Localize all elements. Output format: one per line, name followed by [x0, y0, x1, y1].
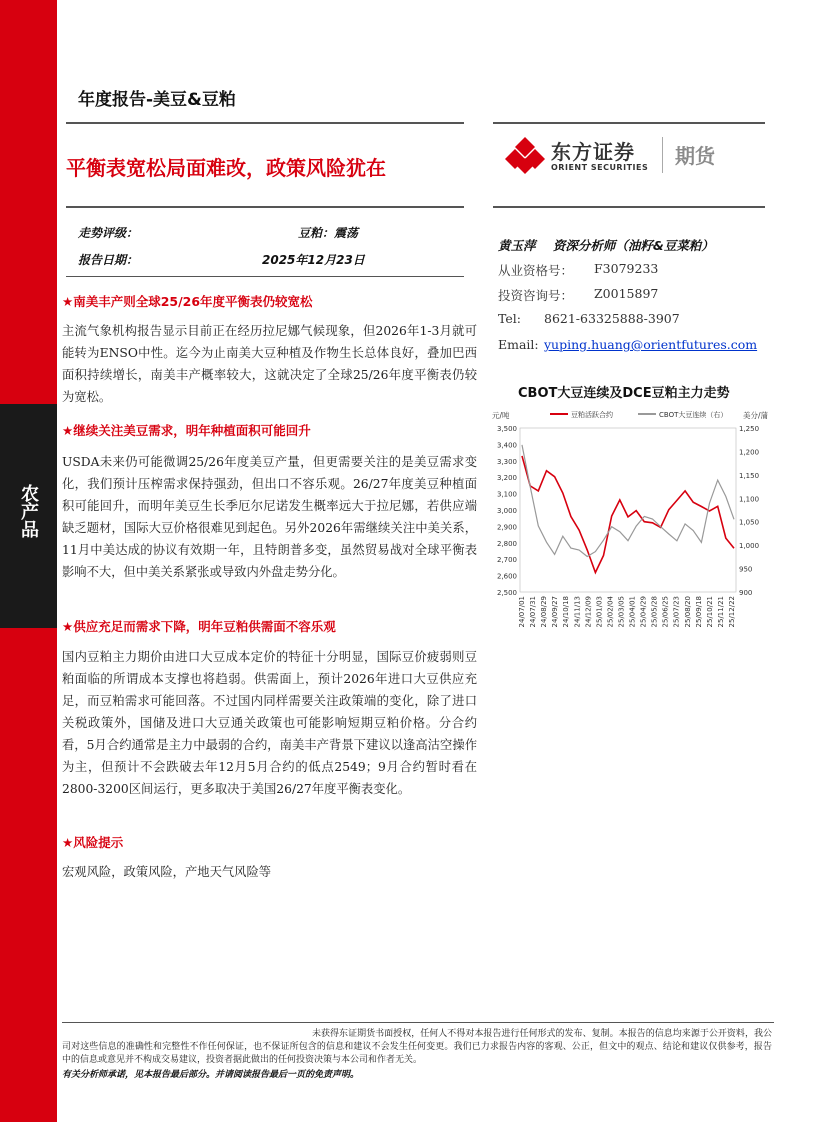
analyst-field-label: 投资咨询号：	[498, 288, 574, 303]
analyst-statement: 有关分析师承诺，见本报告最后部分。并请阅读报告最后一页的免责声明。	[62, 1070, 360, 1080]
series-line	[522, 456, 734, 573]
x-tick-label: 25/03/05	[617, 596, 626, 628]
date-value: 2025年12月23日	[262, 253, 365, 267]
section-body: 国内豆粕主力期价由进口大豆成本定价的特征十分明显，国际豆价疲弱则豆粕面临的所谓成本支撑也将趋弱。供需面上，预计2026年进口大豆供应充足，而豆粕需求可能回落。不过国内同样需要关注政策端的变化，除了进口关税政策外，国储及进口大豆通关政策也可能影响短期豆粕价格。分合约看，5月合约通常是主力中最弱的合约，南美丰产背景下建议以逢高沽空操作为主，但预计不会跌破去年12月5月合约的低点2549；9月合约暂时看在2800-3200区间运行，更多取决于美国26/27年度平衡表变化。	[62, 650, 477, 796]
analyst-name: 黄玉萍 资深分析师（油籽&豆菜粕）	[498, 238, 714, 253]
left-tick-label: 3,400	[496, 441, 517, 450]
section-heading: ★风险提示	[62, 835, 124, 850]
date-label: 报告日期：	[78, 253, 139, 267]
right-axis-unit: 美分/蒲	[742, 411, 768, 420]
analyst-field-value: F3079233	[594, 261, 659, 276]
x-tick-label: 25/05/28	[650, 596, 659, 628]
left-tick-label: 3,500	[496, 425, 517, 433]
x-tick-label: 24/09/27	[551, 596, 560, 628]
right-tick-label: 1,200	[739, 448, 760, 457]
right-tick-label: 1,100	[739, 495, 760, 504]
trend-label: 走势评级：	[78, 226, 139, 240]
analyst-field-value: 8621-63325888-3907	[544, 311, 680, 326]
left-tick-label: 3,000	[496, 507, 517, 515]
logo-divider	[662, 137, 663, 173]
logo-mark-icon	[505, 135, 545, 175]
x-tick-label: 25/09/18	[694, 596, 703, 628]
x-tick-label: 24/08/29	[540, 596, 549, 628]
chart-title: CBOT大豆连续及DCE豆粕主力走势	[518, 386, 730, 401]
email-link[interactable]: yuping.huang@orientfutures.com	[544, 337, 758, 352]
section-heading: ★供应充足而需求下降，明年豆粕供需面不容乐观	[62, 619, 336, 634]
right-tick-label: 1,150	[739, 471, 760, 480]
x-tick-label: 25/04/01	[628, 596, 637, 628]
footer-divider	[62, 1022, 774, 1023]
x-tick-label: 24/07/01	[518, 596, 526, 628]
right-tick-label: 900	[739, 589, 753, 597]
series-line	[522, 445, 734, 557]
x-tick-label: 25/01/03	[595, 596, 604, 628]
x-tick-label: 24/12/09	[584, 596, 593, 628]
analyst-field-label: Email:	[498, 337, 539, 352]
section-body: USDA未来仍可能微调25/26年度美豆产量，但更需要关注的是美豆需求变化，我们预计压榨需求保持强劲，但出口不容乐观。26/27年度美豆种植面积可能回升，而明年美豆生长季厄尔尼诺发生概率远大于拉尼娜，若供应端缺乏题材，国际大豆价格很难见到起色。另外2026年需继续关注中美关系，11月中美达成的协议有效期一年，且特朗普多变，虽然贸易战对全球平衡表影响不大，但中美关系紧张或导致内外盘走势分化。	[62, 455, 477, 579]
divider	[66, 122, 464, 124]
x-tick-label: 24/10/18	[562, 596, 571, 628]
x-tick-label: 25/10/21	[705, 596, 714, 628]
price-chart	[488, 404, 770, 664]
analyst-field-label: 从业资格号：	[498, 263, 574, 278]
section-body: 宏观风险，政策风险，产地天气风险等	[62, 865, 272, 879]
page-title: 平衡表宽松局面难改，政策风险犹在	[66, 156, 386, 180]
report-type: 年度报告-美豆&豆粕	[78, 90, 236, 110]
divider	[66, 276, 464, 277]
left-tick-label: 2,800	[496, 539, 517, 548]
x-tick-label: 25/07/23	[672, 596, 681, 628]
left-tick-label: 2,500	[496, 589, 517, 597]
divider	[493, 122, 765, 124]
divider	[66, 206, 464, 208]
logo-futures: 期货	[675, 144, 715, 168]
x-tick-label: 24/11/13	[573, 596, 582, 628]
right-tick-label: 1,050	[739, 518, 760, 527]
x-tick-label: 25/12/22	[728, 596, 736, 628]
legend-label: 豆粕活跃合约	[571, 411, 613, 419]
logo-subtitle: ORIENT SECURITIES	[551, 163, 649, 172]
left-tick-label: 2,600	[496, 572, 517, 581]
disclaimer-text: 未获得东证期货书面授权，任何人不得对本报告进行任何形式的发布、复制。本报告的信息均来源于公开资料，我公司对这些信息的准确性和完整性不作任何保证，也不保证所包含的信息和建议不会发生任何变更。我们已力求报告内容的客观、公正，但文中的观点、结论和建议仅供参考，报告中的信息或意见并不构成交易建议，投资者据此做出的任何投资决策与本公司和作者无关。	[62, 1029, 772, 1065]
left-axis-unit: 元/吨	[492, 411, 510, 420]
x-tick-label: 25/04/29	[639, 596, 648, 628]
category-label: 农产品	[18, 484, 39, 538]
section-heading: ★南美丰产则全球25/26年度平衡表仍较宽松	[62, 294, 313, 309]
left-tick-label: 3,200	[496, 474, 517, 483]
left-tick-label: 3,100	[496, 490, 517, 499]
x-tick-label: 25/02/04	[606, 596, 615, 628]
legend-label: CBOT大豆连续（右）	[659, 411, 728, 419]
divider	[493, 206, 765, 208]
section-body: 主流气象机构报告显示目前正在经历拉尼娜气候现象，但2026年1-3月就可能转为ENSO中性。迄今为止南美大豆种植及作物生长总体良好，叠加巴西面积持续增长，南美丰产概率较大，这就决定了全球25/26年度平衡表仍较为宽松。	[62, 324, 477, 404]
analyst-field-label: Tel:	[498, 311, 521, 326]
right-tick-label: 1,250	[739, 425, 760, 433]
x-tick-label: 25/11/21	[716, 596, 725, 628]
left-tick-label: 2,900	[496, 523, 517, 532]
left-tick-label: 3,300	[496, 457, 517, 466]
x-tick-label: 25/08/20	[683, 596, 692, 628]
trend-value: 豆粕：震荡	[298, 226, 359, 240]
x-tick-label: 25/06/25	[661, 596, 670, 628]
category-tab	[0, 404, 57, 628]
company-logo	[505, 133, 735, 177]
plot-frame	[520, 428, 736, 592]
right-tick-label: 950	[739, 565, 753, 574]
left-tick-label: 2,700	[496, 556, 517, 565]
logo-name: 东方证券	[551, 140, 635, 164]
right-tick-label: 1,000	[739, 542, 760, 551]
section-heading: ★继续关注美豆需求，明年种植面积可能回升	[62, 423, 311, 438]
analyst-field-value: Z0015897	[594, 286, 659, 301]
x-tick-label: 24/07/31	[529, 596, 538, 628]
